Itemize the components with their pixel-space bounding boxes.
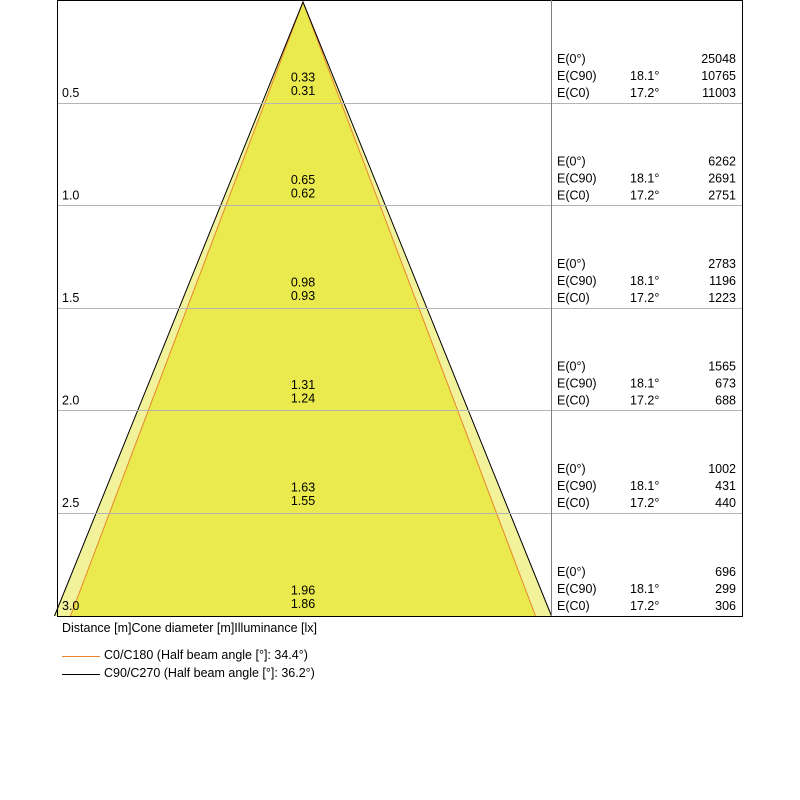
ec0-angle: 17.2° [630, 291, 660, 305]
e0-value: 696 [715, 565, 736, 579]
cone-diameter-c90: 1.63 [290, 480, 316, 495]
e0-label: E(0°) [557, 462, 586, 476]
distance-label: 0.5 [62, 86, 80, 100]
ec0-label: E(C0) [557, 599, 590, 613]
ec0-label: E(C0) [557, 188, 590, 203]
cone-diameter-c0: 0.93 [290, 289, 316, 303]
legend-swatch-c90 [62, 674, 100, 675]
e0-label: E(0°) [557, 565, 586, 579]
ec90-label: E(C90) [557, 69, 597, 83]
ec0-value: 688 [715, 393, 736, 408]
ec90-label: E(C90) [557, 376, 597, 391]
ec0-label: E(C0) [557, 86, 590, 100]
cone-diameter-c0: 0.31 [290, 84, 316, 98]
ec90-label: E(C90) [557, 479, 597, 493]
cone-diameter-c0: 0.62 [290, 186, 316, 201]
ec0-angle: 17.2° [630, 393, 660, 408]
cone-diameter-c90: 1.31 [290, 378, 316, 392]
ec0-angle: 17.2° [630, 188, 660, 203]
ec90-angle: 18.1° [630, 274, 660, 288]
ec90-angle: 18.1° [630, 479, 660, 493]
ec0-value: 440 [715, 496, 736, 510]
distance-label: 3.0 [62, 599, 80, 613]
ec0-value: 306 [715, 599, 736, 613]
distance-label: 2.0 [62, 393, 80, 408]
ec90-angle: 18.1° [630, 171, 660, 186]
ec90-angle: 18.1° [630, 582, 660, 596]
e0-value: 2783 [708, 257, 736, 271]
e0-label: E(0°) [557, 52, 586, 66]
ec90-angle: 18.1° [630, 69, 660, 83]
cone-diameter-c90: 1.96 [290, 583, 316, 598]
ec0-label: E(C0) [557, 393, 590, 408]
ec90-value: 1196 [709, 274, 736, 288]
e0-value: 25048 [701, 52, 736, 66]
ec0-angle: 17.2° [630, 86, 660, 100]
illuminance-header: Illuminance [lx] [234, 621, 317, 635]
e0-label: E(0°) [557, 359, 586, 374]
cone-diameter-c0: 1.24 [290, 391, 316, 406]
e0-label: E(0°) [557, 154, 586, 169]
cone-diameter-c90: 0.33 [290, 70, 316, 85]
ec90-value: 673 [715, 376, 736, 391]
ec90-angle: 18.1° [630, 376, 660, 391]
cone-diameter-c90: 0.98 [290, 275, 316, 290]
cone-diameter-c0: 1.55 [290, 494, 316, 508]
e0-value: 6262 [708, 154, 736, 169]
ec90-value: 431 [715, 479, 736, 493]
distance-label: 1.5 [62, 291, 80, 305]
distance-label: 2.5 [62, 496, 80, 510]
cone-diameter-c0: 1.86 [290, 597, 316, 611]
e0-label: E(0°) [557, 257, 586, 271]
ec0-label: E(C0) [557, 291, 590, 305]
legend-label-c0: C0/C180 (Half beam angle [°]: 34.4°) [104, 648, 308, 662]
ec0-angle: 17.2° [630, 599, 660, 613]
ec90-value: 299 [715, 582, 736, 596]
ec90-value: 10765 [701, 69, 736, 83]
ec90-label: E(C90) [557, 171, 597, 186]
distance-header: Distance [m] [62, 621, 132, 635]
column-headers [62, 621, 317, 635]
e0-value: 1002 [708, 462, 736, 476]
ec0-label: E(C0) [557, 496, 590, 510]
ec0-value: 11003 [702, 86, 736, 100]
ec90-value: 2691 [708, 171, 736, 186]
ec0-value: 2751 [708, 188, 736, 203]
ec90-label: E(C90) [557, 274, 597, 288]
ec0-value: 1223 [708, 291, 736, 305]
diameter-header: Cone diameter [m] [131, 621, 235, 635]
distance-label: 1.0 [62, 188, 80, 203]
ec0-angle: 17.2° [630, 496, 660, 510]
ec90-label: E(C90) [557, 582, 597, 596]
cone-diameter-c90: 0.65 [290, 173, 316, 187]
legend-label-c90: C90/C270 (Half beam angle [°]: 36.2°) [104, 666, 315, 680]
e0-value: 1565 [708, 359, 736, 374]
legend-swatch-c0 [62, 656, 100, 657]
